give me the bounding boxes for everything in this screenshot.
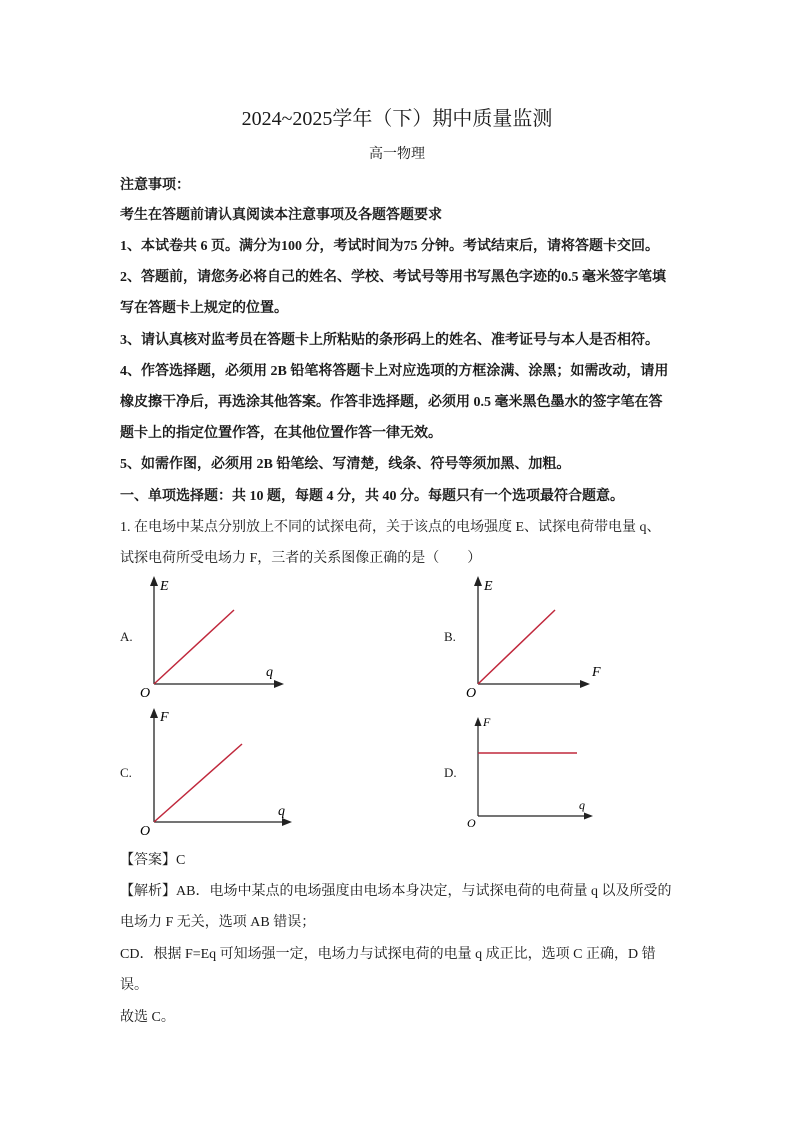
y-axis-arrow xyxy=(150,708,158,718)
x-axis-arrow xyxy=(580,680,590,688)
x-axis-label: q xyxy=(266,665,273,680)
y-axis-label: F xyxy=(483,715,491,729)
x-axis-arrow xyxy=(282,818,292,826)
notice-item-4: 4、作答选择题，必须用 2B 铅笔将答题卡上对应选项的方框涂满、涂黑；如需改动，请用 xyxy=(120,364,669,379)
notice-item-2: 2、答题前，请您务必将自己的姓名、学校、考试号等用书写黑色字迹的0.5 毫米签字笔填 xyxy=(120,270,666,285)
exam-subtitle: 高一物理 xyxy=(369,147,425,162)
y-axis-arrow xyxy=(475,717,482,726)
answer-row xyxy=(120,851,185,871)
analysis-conclusion: 故选 C。 xyxy=(120,1010,175,1025)
notice-item-4-cont2: 题卡上的指定位置作答，在其他位置作答一律无效。 xyxy=(120,426,442,441)
x-axis-label: F xyxy=(592,665,601,680)
option-b-label: B. xyxy=(444,629,456,644)
graph-line xyxy=(154,744,242,822)
analysis-row-1 xyxy=(120,882,671,902)
notice-item-1: 1、本试卷共 6 页。满分为100 分，考试时间为75 分钟。考试结束后，请将答题卡交回。 xyxy=(120,239,659,254)
x-axis-label: q xyxy=(579,798,585,812)
y-axis-label: E xyxy=(484,579,493,594)
option-c-graph xyxy=(138,704,298,839)
analysis-line-3: CD．根据 F=Eq 可知场强一定，电场力与试探电荷的电量 q 成正比，选项 C 正确，D 错 xyxy=(120,947,656,962)
notice-item-3: 3、请认真核对监考员在答题卡上所粘贴的条形码上的姓名、准考证号与本人是否相符。 xyxy=(120,333,659,348)
notice-item-5: 5、如需作图，必须用 2B 铅笔绘、写清楚，线条、符号等须加黑、加粗。 xyxy=(120,457,571,472)
option-d-graph xyxy=(462,712,602,832)
section-heading: 一、单项选择题：共 10 题，每题 4 分，共 40 分。每题只有一个选项最符合题意。 xyxy=(120,489,624,504)
notice-item-2-cont: 写在答题卡上规定的位置。 xyxy=(120,301,288,316)
question-line-2: 试探电荷所受电场力 F，三者的关系图像正确的是（ ） xyxy=(120,551,482,566)
origin-label: O xyxy=(140,824,151,839)
notice-intro: 考生在答题前请认真阅读本注意事项及各题答题要求 xyxy=(120,208,442,223)
question-line-1: 1. 在电场中某点分别放上不同的试探电荷，关于该点的电场强度 E、试探电荷带电量 q、 xyxy=(120,520,661,535)
x-axis-label: q xyxy=(278,804,285,819)
y-axis-label: E xyxy=(160,579,169,594)
option-d-label: D. xyxy=(444,765,457,780)
graph-line xyxy=(478,610,555,684)
origin-label: O xyxy=(140,686,151,701)
analysis-line-2: 电场力 F 无关，选项 AB 错误； xyxy=(120,915,316,930)
y-axis-arrow xyxy=(150,576,158,586)
option-a-graph xyxy=(138,574,288,701)
analysis-label: 【解析】 xyxy=(120,884,176,899)
y-axis-label: F xyxy=(160,710,169,725)
x-axis-arrow xyxy=(274,680,284,688)
analysis-line-1: AB．电场中某点的电场强度由电场本身决定，与试探电荷的电荷量 q 以及所受的 xyxy=(176,884,672,899)
graph-line xyxy=(154,610,234,684)
notice-heading: 注意事项： xyxy=(120,178,190,193)
analysis-line-4: 误。 xyxy=(120,978,148,993)
origin-label: O xyxy=(466,686,477,701)
option-b-graph xyxy=(462,574,612,701)
option-c-label: C. xyxy=(120,765,132,780)
x-axis-arrow xyxy=(584,813,593,820)
exam-title: 2024~2025学年（下）期中质量监测 xyxy=(241,108,553,130)
option-a-label: A. xyxy=(120,629,133,644)
answer-value: C xyxy=(176,853,186,868)
notice-item-4-cont1: 橡皮擦干净后，再选涂其他答案。作答非选择题，必须用 0.5 毫米黑色墨水的签字笔在答 xyxy=(120,395,663,410)
y-axis-arrow xyxy=(474,576,482,586)
origin-label: O xyxy=(467,816,476,830)
answer-label: 【答案】 xyxy=(120,853,176,868)
